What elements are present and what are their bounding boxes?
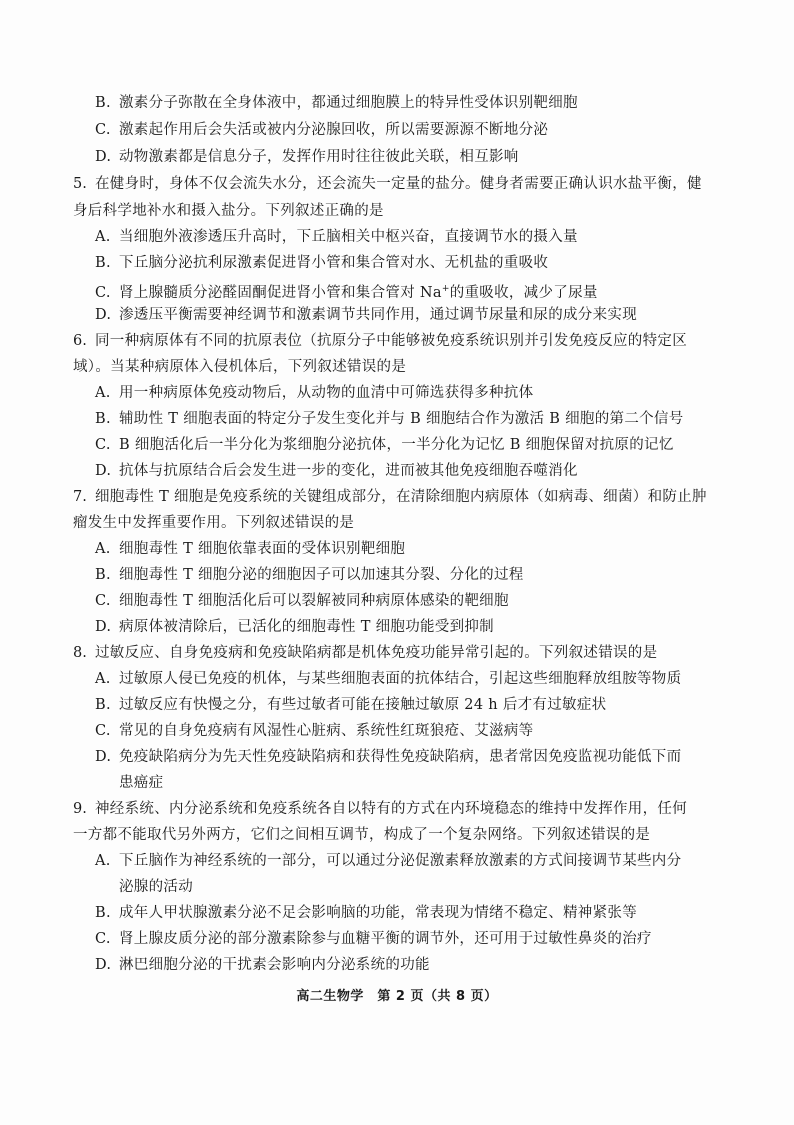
q7-option-a [95,539,405,559]
option-letter: A. [95,541,111,557]
option-text: 肾上腺髓质分泌醛固酮促进肾小管和集合管对 Na [119,284,442,301]
option-letter: D. [95,149,112,165]
option-letter: B. [95,255,111,271]
q6-option-c [95,435,674,455]
option-text: 细胞毒性 T 细胞活化后可以裂解被同种病原体感染的靶细胞 [119,593,509,609]
option-text: 肾上腺皮质分泌的部分激素除参与血糖平衡的调节外，还可用于过敏性鼻炎的治疗 [119,931,652,947]
q8-stem-line1: 过敏反应、自身免疫病和免疫缺陷病都是机体免疫功能异常引起的。下列叙述错误的是 [95,645,658,661]
q7-option-d [95,617,494,637]
q4-option-b [95,93,578,113]
q6-option-a [95,383,533,403]
q4-option-c [95,120,548,140]
option-letter: B. [95,905,111,921]
page-footer: 高二生物学 第 2 页（共 8 页） [296,989,498,1004]
option-letter: A. [95,385,111,401]
option-letter: C. [95,437,111,453]
option-text: B 细胞活化后一半分化为浆细胞分泌抗体，一半分化为记忆 B 细胞保留对抗原的记忆 [119,437,674,453]
q9-number: 9. [73,801,87,817]
option-letter: D. [95,463,112,479]
option-text: 成年人甲状腺激素分泌不足会影响脑的功能，常表现为情绪不稳定、精神紧张等 [119,905,637,921]
q9-option-b [95,903,637,923]
option-text: 渗透压平衡需要神经调节和激素调节共同作用，通过调节尿量和尿的成分来实现 [119,307,637,323]
option-text: 辅助性 T 细胞表面的特定分子发生变化并与 B 细胞结合作为激活 B 细胞的第二个信号 [119,411,684,427]
q8-number: 8. [73,645,87,661]
option-letter: B. [95,411,111,427]
q6-option-b [95,409,684,429]
option-letter: D. [95,957,112,973]
option-letter: D. [95,749,112,765]
q5-option-c [95,279,598,303]
option-letter: C. [95,593,111,609]
option-letter: B. [95,567,111,583]
q8-option-a [95,669,681,689]
superscript: + [441,284,450,294]
q5-option-b [95,253,548,273]
q8-option-b [95,695,606,715]
option-letter: D. [95,619,112,635]
option-text: 过敏原人侵已免疫的机体，与某些细胞表面的抗体结合，引起这些细胞释放组胺等物质 [119,671,682,687]
option-letter: A. [95,853,111,869]
option-letter: A. [95,671,111,687]
q5-number: 5. [73,176,87,192]
option-text: 下丘脑分泌抗利尿激素促进肾小管和集合管对水、无机盐的重吸收 [119,255,549,271]
q9-stem-line2: 一方都不能取代另外两方，它们之间相互调节，构成了一个复杂网络。下列叙述错误的是 [73,827,651,843]
option-text: 激素分子弥散在全身体液中，都通过细胞膜上的特异性受体识别靶细胞 [119,95,578,111]
option-text: 过敏反应有快慢之分，有些过敏者可能在接触过敏原 24 h 后才有过敏症状 [119,697,607,713]
q7-option-b [95,565,524,585]
q9-option-c [95,929,652,949]
q7-option-c [95,591,509,611]
q5-stem-line1: 在健身时，身体不仅会流失水分，还会流失一定量的盐分。健身者需要正确认识水盐平衡，健 [95,176,702,192]
q9-option-a-line2: 泌腺的活动 [119,879,193,895]
q5-stem-line2: 身后科学地补水和摄入盐分。下列叙述正确的是 [73,203,384,219]
option-text: 病原体被清除后，已活化的细胞毒性 T 细胞功能受到抑制 [119,619,494,635]
q9-stem-line1: 神经系统、内分泌系统和免疫系统各自以特有的方式在内环境稳态的维持中发挥作用，任何 [95,801,687,817]
option-text: 淋巴细胞分泌的干扰素会影响内分泌系统的功能 [119,957,430,973]
q5-option-d [95,305,637,325]
q5-option-a [95,227,578,247]
q6-stem-line1: 同一种病原体有不同的抗原表位（抗原分子中能够被免疫系统识别并引发免疫反应的特定区 [95,333,687,349]
q7-stem-line1: 细胞毒性 T 细胞是免疫系统的关键组成部分，在清除细胞内病原体（如病毒、细菌）和防止肿 [95,489,707,505]
option-text: 激素起作用后会失活或被内分泌腺回收，所以需要源源不断地分泌 [119,122,549,138]
option-letter: C. [95,723,111,739]
q6-option-d [95,461,578,481]
option-text: 用一种病原体免疫动物后，从动物的血清中可筛选获得多种抗体 [119,385,534,401]
option-text: 抗体与抗原结合后会发生进一步的变化，进而被其他免疫细胞吞噬消化 [119,463,578,479]
option-text: 当细胞外液渗透压升高时，下丘脑相关中枢兴奋，直接调节水的摄入量 [119,229,578,245]
q6-number: 6. [73,333,87,349]
option-letter: B. [95,95,111,111]
q7-stem-line2: 瘤发生中发挥重要作用。下列叙述错误的是 [73,515,355,531]
option-text: 细胞毒性 T 细胞分泌的细胞因子可以加速其分裂、分化的过程 [119,567,524,583]
q6-stem-line2: 域）。当某种病原体入侵机体后，下列叙述错误的是 [73,359,407,375]
option-text: 免疫缺陷病分为先天性免疫缺陷病和获得性免疫缺陷病，患者常因免疫监视功能低下而 [119,749,682,765]
q7-number: 7. [73,489,87,505]
option-letter: B. [95,697,111,713]
option-letter: C. [95,931,111,947]
option-text: 的重吸收，减少了尿量 [449,284,598,301]
q4-option-d [95,147,519,167]
q8-option-d-line1 [95,747,681,767]
option-text: 动物激素都是信息分子，发挥作用时往往彼此关联，相互影响 [119,149,519,165]
q8-option-d-line2: 患癌症 [119,775,164,791]
option-text: 常见的自身免疫病有风湿性心脏病、系统性红斑狼疮、艾滋病等 [119,723,534,739]
option-text: 下丘脑作为神经系统的一部分，可以通过分泌促激素释放激素的方式间接调节某些内分 [119,853,682,869]
option-letter: D. [95,307,112,323]
q8-option-c [95,721,533,741]
option-text: 细胞毒性 T 细胞依靠表面的受体识别靶细胞 [119,541,406,557]
option-letter: C. [95,122,111,138]
q9-option-a-line1 [95,851,681,871]
option-letter: A. [95,229,111,245]
q9-option-d [95,955,430,975]
option-letter: C. [95,284,111,301]
